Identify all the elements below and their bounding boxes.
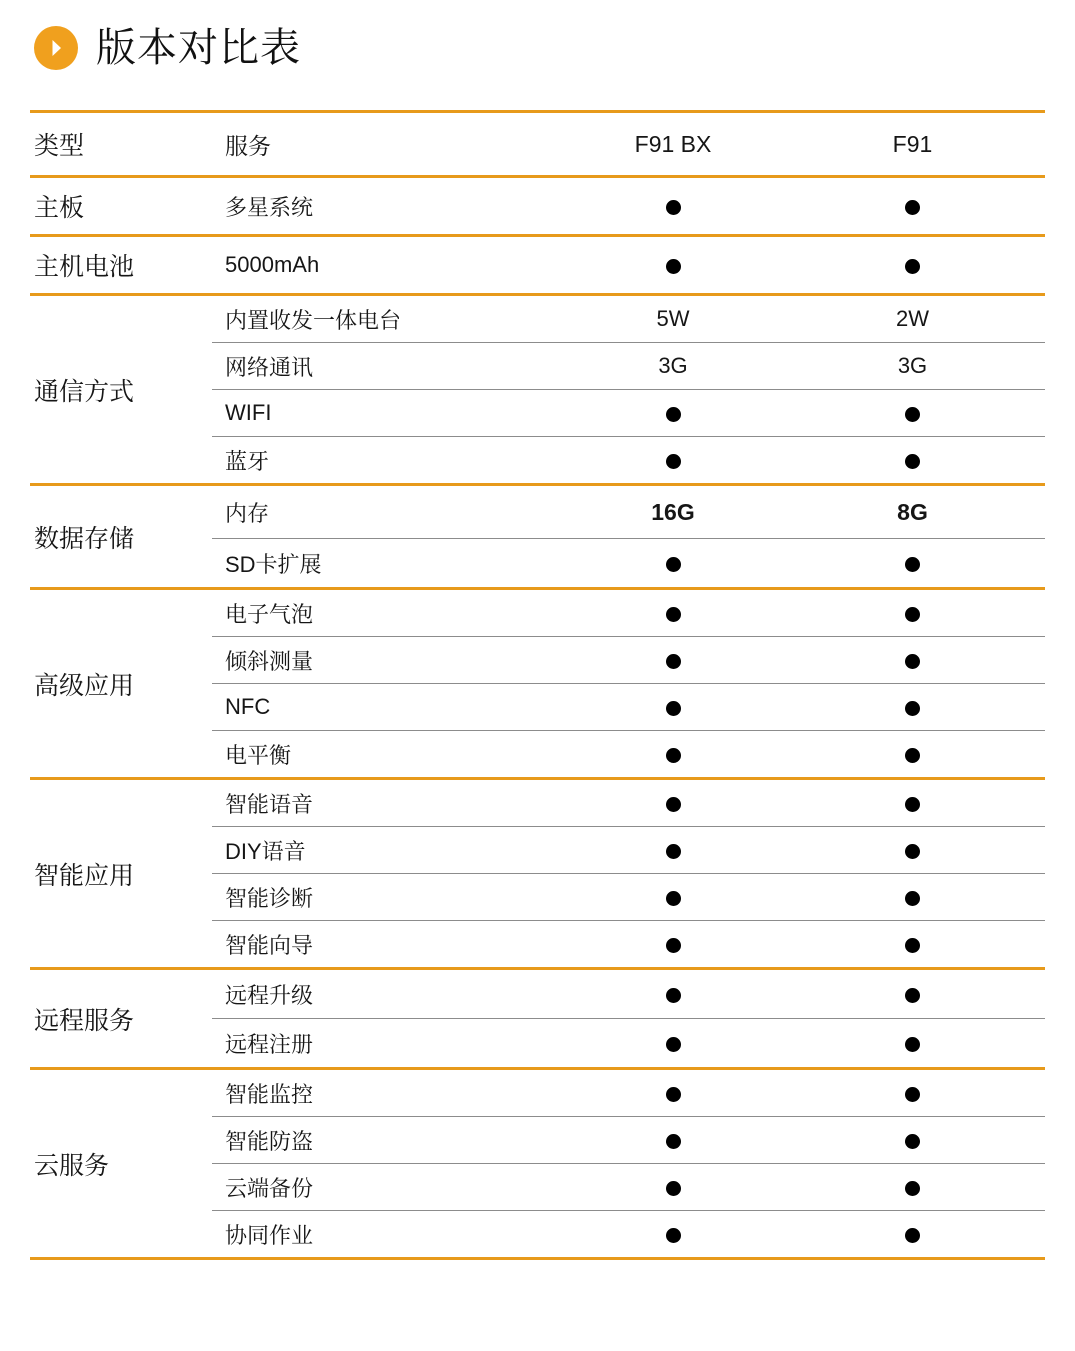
service-label: 电平衡 <box>212 731 580 779</box>
value-f91bx <box>580 236 818 295</box>
feature-available-dot <box>666 701 681 716</box>
value-f91bx <box>580 589 818 637</box>
service-label: 内存 <box>212 485 580 539</box>
table-row <box>30 177 1045 236</box>
service-label: 智能诊断 <box>212 874 580 921</box>
value-f91bx <box>580 1069 818 1117</box>
feature-available-dot <box>666 654 681 669</box>
feature-available-dot <box>905 557 920 572</box>
value-f91bx <box>580 177 818 236</box>
value-f91bx <box>580 437 818 485</box>
table-row <box>30 1069 1045 1117</box>
value-f91 <box>818 731 1045 779</box>
service-label: 云端备份 <box>212 1164 580 1211</box>
feature-available-dot <box>905 938 920 953</box>
value-f91: 3G <box>818 343 1045 390</box>
feature-available-dot <box>666 407 681 422</box>
service-label: 内置收发一体电台 <box>212 295 580 343</box>
value-f91 <box>818 827 1045 874</box>
value-f91 <box>818 437 1045 485</box>
service-label: 蓝牙 <box>212 437 580 485</box>
header-type: 类型 <box>30 112 212 177</box>
feature-available-dot <box>905 200 920 215</box>
feature-available-dot <box>666 1181 681 1196</box>
header-f91: F91 <box>818 112 1045 177</box>
feature-available-dot <box>666 748 681 763</box>
value-f91 <box>818 969 1045 1019</box>
value-f91 <box>818 539 1045 589</box>
service-label: 5000mAh <box>212 236 580 295</box>
value-f91bx <box>580 1117 818 1164</box>
feature-available-dot <box>666 1134 681 1149</box>
service-label: WIFI <box>212 390 580 437</box>
table-row <box>30 295 1045 343</box>
value-f91bx <box>580 1211 818 1258</box>
feature-available-dot <box>666 988 681 1003</box>
feature-available-dot <box>905 607 920 622</box>
page-title-row <box>30 0 1045 96</box>
service-label: NFC <box>212 684 580 731</box>
feature-available-dot <box>666 844 681 859</box>
page-title: 版本对比表 <box>96 26 301 70</box>
version-comparison-table <box>30 110 1045 1257</box>
table-row <box>30 969 1045 1019</box>
feature-available-dot <box>905 988 920 1003</box>
table-header-row <box>30 112 1045 177</box>
value-f91 <box>818 1164 1045 1211</box>
value-f91 <box>818 921 1045 969</box>
value-f91 <box>818 874 1045 921</box>
value-f91bx: 3G <box>580 343 818 390</box>
value-f91: 8G <box>818 485 1045 539</box>
value-f91bx <box>580 684 818 731</box>
feature-available-dot <box>666 557 681 572</box>
group-label-cloud: 云服务 <box>30 1069 212 1258</box>
feature-available-dot <box>666 891 681 906</box>
header-f91bx: F91 BX <box>580 112 818 177</box>
value-f91bx <box>580 874 818 921</box>
table-row <box>30 589 1045 637</box>
value-f91 <box>818 390 1045 437</box>
value-f91 <box>818 1069 1045 1117</box>
value-f91 <box>818 589 1045 637</box>
service-label: 智能向导 <box>212 921 580 969</box>
value-f91: 2W <box>818 295 1045 343</box>
value-f91 <box>818 236 1045 295</box>
value-f91bx <box>580 921 818 969</box>
value-f91bx <box>580 539 818 589</box>
value-f91 <box>818 1211 1045 1258</box>
service-label: 多星系统 <box>212 177 580 236</box>
value-f91 <box>818 1019 1045 1069</box>
value-f91 <box>818 1117 1045 1164</box>
feature-available-dot <box>666 200 681 215</box>
value-f91bx <box>580 1164 818 1211</box>
value-f91bx: 5W <box>580 295 818 343</box>
table-row <box>30 485 1045 539</box>
feature-available-dot <box>666 1228 681 1243</box>
value-f91bx <box>580 969 818 1019</box>
feature-available-dot <box>905 407 920 422</box>
value-f91bx <box>580 390 818 437</box>
feature-available-dot <box>905 1037 920 1052</box>
service-label: 远程注册 <box>212 1019 580 1069</box>
group-label-motherboard: 主板 <box>30 177 212 236</box>
service-label: 远程升级 <box>212 969 580 1019</box>
table-row <box>30 779 1045 827</box>
feature-available-dot <box>666 938 681 953</box>
feature-available-dot <box>905 259 920 274</box>
value-f91bx <box>580 731 818 779</box>
feature-available-dot <box>666 1087 681 1102</box>
value-f91bx <box>580 1019 818 1069</box>
value-f91bx <box>580 827 818 874</box>
table-row <box>30 236 1045 295</box>
group-label-communication: 通信方式 <box>30 295 212 485</box>
value-f91 <box>818 637 1045 684</box>
feature-available-dot <box>905 748 920 763</box>
feature-available-dot <box>905 844 920 859</box>
feature-available-dot <box>905 454 920 469</box>
feature-available-dot <box>666 797 681 812</box>
service-label: 网络通讯 <box>212 343 580 390</box>
feature-available-dot <box>905 1087 920 1102</box>
service-label: 协同作业 <box>212 1211 580 1258</box>
feature-available-dot <box>905 891 920 906</box>
service-label: 智能防盗 <box>212 1117 580 1164</box>
feature-available-dot <box>666 1037 681 1052</box>
feature-available-dot <box>905 1134 920 1149</box>
value-f91bx <box>580 779 818 827</box>
group-label-smart: 智能应用 <box>30 779 212 969</box>
value-f91bx <box>580 637 818 684</box>
feature-available-dot <box>905 1228 920 1243</box>
service-label: 倾斜测量 <box>212 637 580 684</box>
service-label: 智能监控 <box>212 1069 580 1117</box>
chevron-right-circle-icon <box>34 26 78 70</box>
value-f91 <box>818 177 1045 236</box>
value-f91bx: 16G <box>580 485 818 539</box>
group-label-remote: 远程服务 <box>30 969 212 1069</box>
feature-available-dot <box>666 607 681 622</box>
service-label: 智能语音 <box>212 779 580 827</box>
group-label-storage: 数据存储 <box>30 485 212 589</box>
table-bottom-rule <box>30 1257 1045 1260</box>
service-label: 电子气泡 <box>212 589 580 637</box>
group-label-battery: 主机电池 <box>30 236 212 295</box>
feature-available-dot <box>666 454 681 469</box>
header-service: 服务 <box>212 112 580 177</box>
feature-available-dot <box>905 1181 920 1196</box>
feature-available-dot <box>905 701 920 716</box>
service-label: SD卡扩展 <box>212 539 580 589</box>
feature-available-dot <box>905 654 920 669</box>
feature-available-dot <box>905 797 920 812</box>
service-label: DIY语音 <box>212 827 580 874</box>
value-f91 <box>818 684 1045 731</box>
group-label-advanced: 高级应用 <box>30 589 212 779</box>
value-f91 <box>818 779 1045 827</box>
feature-available-dot <box>666 259 681 274</box>
